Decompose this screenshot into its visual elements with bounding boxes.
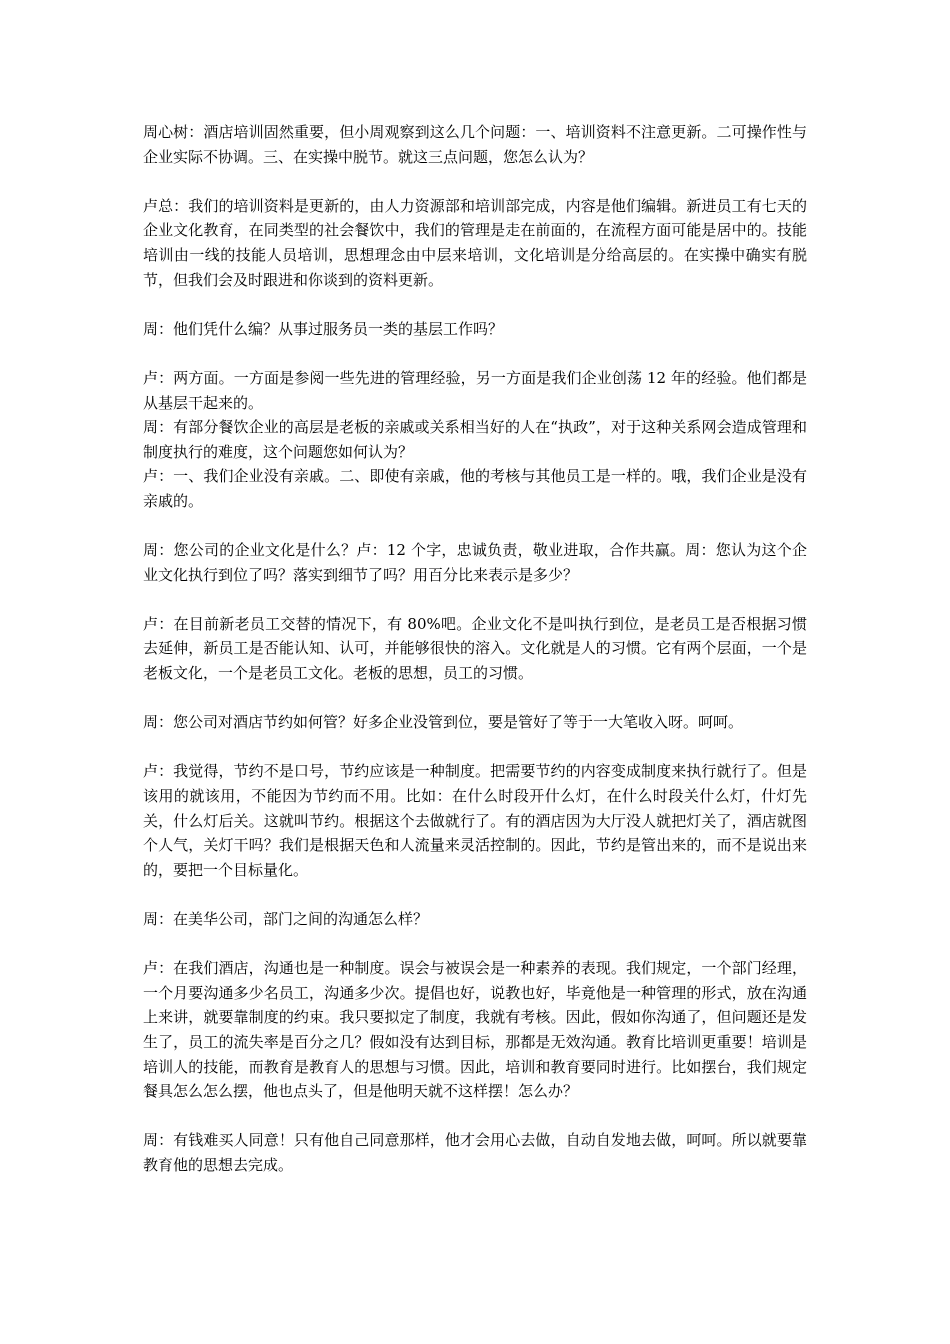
- paragraph-spacer: [143, 735, 807, 760]
- paragraph-answer-two-aspects: 卢：两方面。一方面是参阅一些先进的管理经验，另一方面是我们企业创荡 12 年的经验。他们都是从基层干起来的。: [143, 368, 807, 412]
- paragraph-answer-saving-system: 卢：我觉得，节约不是口号，节约应该是一种制度。把需要节约的内容变成制度来执行就行了。但是该用的就该用，不能因为节约而不用。比如：在什么时段开什么灯，在什么时段关什么灯，什灯先关，什么灯后关。这就叫节约。根据这个去做就行了。有的酒店因为大厅没人就把灯关了，酒店就图个人气，关灯干吗？我们是根据天色和人流量来灵活控制的。因此，节约是管出来的，而不是说出来的，要把一个目标量化。: [143, 762, 807, 879]
- paragraph-question-corporate-culture: 周：您公司的企业文化是什么？卢：12 个字，忠诚负责，敬业进取，合作共赢。周：您认为这个企业文化执行到位了吗？落实到细节了吗？用百分比来表示是多少？: [143, 541, 807, 584]
- paragraph-spacer: [143, 587, 807, 612]
- paragraph-spacer: [143, 882, 807, 907]
- paragraph-spacer: [143, 292, 807, 317]
- paragraph-spacer: [143, 1104, 807, 1129]
- paragraph-question-saving: 周：您公司对酒店节约如何管？好多企业没管到位，要是管好了等于一大笔收入呀。呵呵。: [143, 713, 744, 732]
- document-body: [143, 120, 807, 1178]
- paragraph-closing-remark: 周：有钱难买人同意！只有他自己同意那样，他才会用心去做，自动自发地去做，呵呵。所以就要靠教育他的思想去完成。: [143, 1131, 807, 1174]
- paragraph-question-who-edits: 周：他们凭什么编？从事过服务员一类的基层工作吗？: [143, 319, 504, 338]
- paragraph-answer-culture-percentage: 卢：在目前新老员工交替的情况下，有 80%吧。企业文化不是叫执行到位，是老员工是否根据习惯去延伸，新员工是否能认知、认可，并能够很快的溶入。文化就是人的习惯。它有两个层面，一个是老板文化，一个是老员工文化。老板的思想，员工的习惯。: [143, 614, 807, 683]
- paragraph-question-communication: 周：在美华公司，部门之间的沟通怎么样？: [143, 910, 429, 928]
- paragraph-spacer: [143, 514, 807, 539]
- paragraph-question-relatives: 周：有部分餐饮企业的高层是老板的亲戚或关系相当好的人在“执政”，对于这种关系网会造成管理和制度执行的难度，这个问题您如何认为？: [143, 418, 807, 461]
- paragraph-answer-communication-system: 卢：在我们酒店，沟通也是一种制度。误会与被误会是一种素养的表现。我们规定，一个部门经理，一个月要沟通多少名员工，沟通多少次。提倡也好，说教也好，毕竟他是一种管理的形式，放在沟通上来讲，就要靠制度的约束。我只要拟定了制度，我就有考核。因此，假如你沟通了，但问题还是发生了，员工的流失率是百分之几？假如没有达到目标，那都是无效沟通。教育比培训更重要！培训是培训人的技能，而教育是教育人的思想与习惯。因此，培训和教育要同时进行。比如摆台，我们规定餐具怎么怎么摆，他也点头了，但是他明天就不这样摆！怎么办？: [143, 959, 807, 1101]
- paragraph-answer-no-relatives: 卢：一、我们企业没有亲戚。二、即使有亲戚，他的考核与其他员工是一样的。哦，我们企业是没有亲戚的。: [143, 467, 807, 510]
- paragraph-question-training-issues: 周心树：酒店培训固然重要，但小周观察到这么几个问题：一、培训资料不注意更新。二可操作性与企业实际不协调。三、在实操中脱节。就这三点问题，您怎么认为？: [143, 123, 807, 166]
- paragraph-spacer: [143, 932, 807, 957]
- paragraph-spacer: [143, 169, 807, 194]
- paragraph-answer-training-materials: 卢总：我们的培训资料是更新的，由人力资源部和培训部完成，内容是他们编辑。新进员工有七天的企业文化教育，在同类型的社会餐饮中，我们的管理是走在前面的，在流程方面可能是居中的。技能培训由一线的技能人员培训，思想理念由中层来培训，文化培训是分给高层的。在实操中确实有脱节，但我们会及时跟进和你谈到的资料更新。: [143, 196, 807, 289]
- paragraph-spacer: [143, 341, 807, 366]
- paragraph-spacer: [143, 686, 807, 711]
